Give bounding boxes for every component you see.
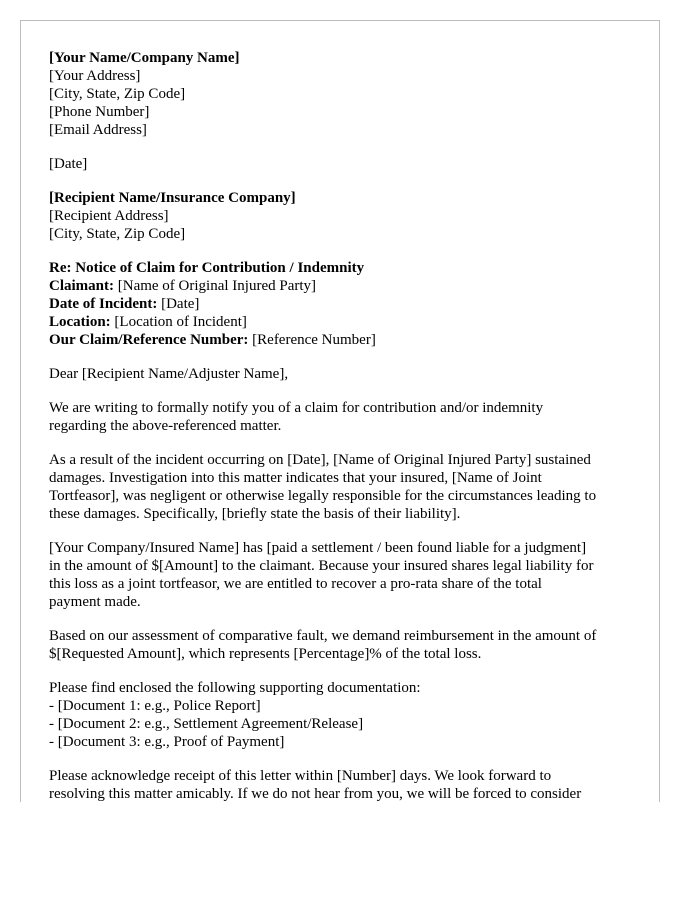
body-paragraph-2 [49, 451, 639, 523]
letter-content [21, 21, 659, 802]
body-line: Based on our assessment of comparative fault, we demand reimbursement in the amount of [49, 628, 597, 644]
body-paragraph-3 [49, 539, 639, 611]
body-paragraph-6 [49, 767, 639, 802]
location-label: Location: [49, 314, 111, 330]
body-line: As a result of the incident occurring on [Date], [Name of Original Injured Party] sustained [49, 452, 591, 468]
claim-number-value: [Reference Number] [252, 332, 376, 348]
salutation [49, 365, 639, 383]
enclosure-item: - [Document 3: e.g., Proof of Payment] [49, 734, 285, 750]
body-line: regarding the above-referenced matter. [49, 418, 282, 434]
recipient-address: [Recipient Address] [49, 208, 169, 224]
recipient-block [49, 189, 639, 243]
reference-block [49, 259, 639, 349]
recipient-name: [Recipient Name/Insurance Company] [49, 190, 296, 206]
body-line: this loss as a joint tortfeasor, we are entitled to recover a pro-rata share of the total [49, 576, 542, 592]
body-line: We are writing to formally notify you of a claim for contribution and/or indemnity [49, 400, 544, 416]
enclosure-item: - [Document 2: e.g., Settlement Agreement/Release] [49, 716, 364, 732]
body-line: $[Requested Amount], which represents [Percentage]% of the total loss. [49, 646, 482, 662]
sender-email: [Email Address] [49, 122, 147, 138]
claim-number-label: Our Claim/Reference Number: [49, 332, 249, 348]
body-paragraph-1 [49, 399, 639, 435]
body-line: damages. Investigation into this matter indicates that your insured, [Name of Joint [49, 470, 542, 486]
claimant-value: [Name of Original Injured Party] [117, 278, 317, 294]
body-line: payment made. [49, 594, 141, 610]
location-line [49, 313, 639, 331]
sender-address: [Your Address] [49, 68, 141, 84]
body-line: Please acknowledge receipt of this letter within [Number] days. We look forward to [49, 768, 552, 784]
enclosures-paragraph [49, 679, 639, 751]
incident-date-label: Date of Incident: [49, 296, 158, 312]
body-line: [Your Company/Insured Name] has [paid a settlement / been found liable for a judgment] [49, 540, 587, 556]
recipient-city-state-zip: [City, State, Zip Code] [49, 226, 186, 242]
sender-phone: [Phone Number] [49, 104, 150, 120]
sender-block [49, 49, 639, 139]
claimant-line [49, 277, 639, 295]
subject-line: Re: Notice of Claim for Contribution / Indemnity [49, 260, 365, 276]
body-line: in the amount of $[Amount] to the claimant. Because your insured shares legal liability for [49, 558, 594, 574]
sender-name: [Your Name/Company Name] [49, 50, 240, 66]
body-line: resolving this matter amicably. If we do not hear from you, we will be forced to consider [49, 786, 582, 802]
sender-city-state-zip: [City, State, Zip Code] [49, 86, 186, 102]
body-line: these damages. Specifically, [briefly state the basis of their liability]. [49, 506, 461, 522]
body-paragraph-4 [49, 627, 639, 663]
claimant-label: Claimant: [49, 278, 114, 294]
body-line: Tortfeasor], was negligent or otherwise legally responsible for the circumstances leading to [49, 488, 597, 504]
claim-number-line [49, 331, 639, 349]
enclosures-intro: Please find enclosed the following supporting documentation: [49, 680, 421, 696]
location-value: [Location of Incident] [114, 314, 247, 330]
incident-date-line [49, 295, 639, 313]
salutation-text: Dear [Recipient Name/Adjuster Name], [49, 366, 289, 382]
enclosure-item: - [Document 1: e.g., Police Report] [49, 698, 261, 714]
date-block [49, 155, 639, 173]
letter-date: [Date] [49, 156, 88, 172]
incident-date-value: [Date] [161, 296, 200, 312]
letter-page [20, 20, 660, 802]
